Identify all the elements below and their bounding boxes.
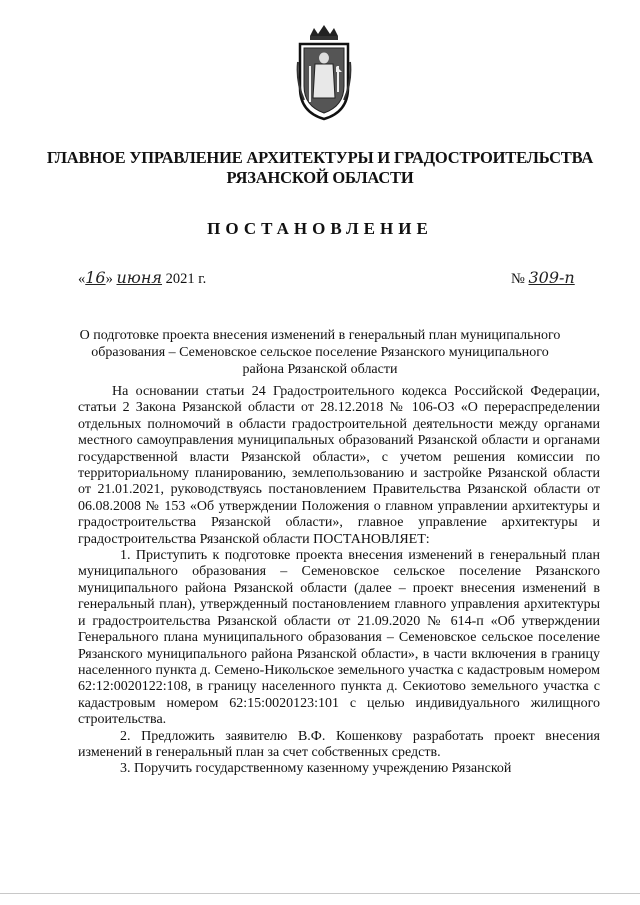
doc-subject: О подготовке проекта внесения изменений в генеральный план муниципального образования – Семеновское сельское поселение Рязанского муниципального района Рязанской области [79, 328, 561, 377]
agency-line-2: РЯЗАНСКОЙ ОБЛАСТИ [226, 168, 414, 187]
doc-agency-title [40, 148, 600, 188]
page-bottom-border [0, 893, 640, 894]
number-value: 309-п [528, 268, 575, 287]
body-paragraph-preamble: На основании статьи 24 Градостроительного кодекса Российской Федерации, статьи 2 Закона Рязанской области от 28.12.2018 № 106-ОЗ «О перераспределении отдельных полномочий в области градостроительной деятельности между органами местного самоуправления муниципальных образований Рязанской области и органами государственной власти Рязанской области», с учетом решения комиссии по территориальному планированию, землепользованию и застройке Рязанской области от 21.01.2021, руководствуясь постановлением Правительства Рязанской области от 06.08.2008 № 153 «Об утверждении Положения о главном управлении архитектуры и градостроительства Рязанской области», главное управление архитектуры и градостроительства Рязанской области ПОСТАНОВЛЯЕТ: [78, 384, 600, 547]
agency-line-1: ГЛАВНОЕ УПРАВЛЕНИЕ АРХИТЕКТУРЫ И ГРАДОСТРОИТЕЛЬСТВА [46, 148, 594, 167]
date-month: июня [116, 268, 163, 287]
body-paragraph-item-3: 3. Поручить государственному казенному учреждению Рязанской [120, 761, 512, 777]
date-day: 16 [85, 268, 106, 287]
date-open-quote: « [78, 271, 86, 287]
number-prefix: № [511, 271, 525, 287]
date-year: 2021 г. [165, 271, 207, 287]
date-close-quote: » [105, 271, 113, 287]
doc-body [78, 384, 600, 778]
body-paragraph-item-1: 1. Приступить к подготовке проекта внесения изменений в генеральный план муниципального образования – Семеновское сельское поселение Рязанского муниципального района Рязанской области (далее – проект внесения изменений в генеральный план), утвержденный постановлением главного управления архитектуры и градостроительства Рязанской области от 21.09.2020 № 614-п «Об утверждении Генерального плана муниципального образования – Семеновское сельское поселение Рязанского муниципального района Рязанской области», в части включения в границу населенного пункта д. Семено-Никольское земельного участка с кадастровым номером 62:12:0020122:108, в границу населенного пункта д. Секиотово земельного участка с кадастровым номером 62:15:0020123:101 с целью индивидуального жилищного строительства. [78, 548, 600, 728]
doc-type-title: ПОСТАНОВЛЕНИЕ [207, 219, 433, 238]
doc-number-line [511, 268, 575, 288]
body-paragraph-item-2: 2. Предложить заявителю В.Ф. Кошенкову разработать проект внесения изменений в генеральный план за счет собственных средств. [78, 728, 600, 760]
coat-of-arms-emblem [296, 22, 352, 122]
doc-date-line [78, 268, 206, 288]
